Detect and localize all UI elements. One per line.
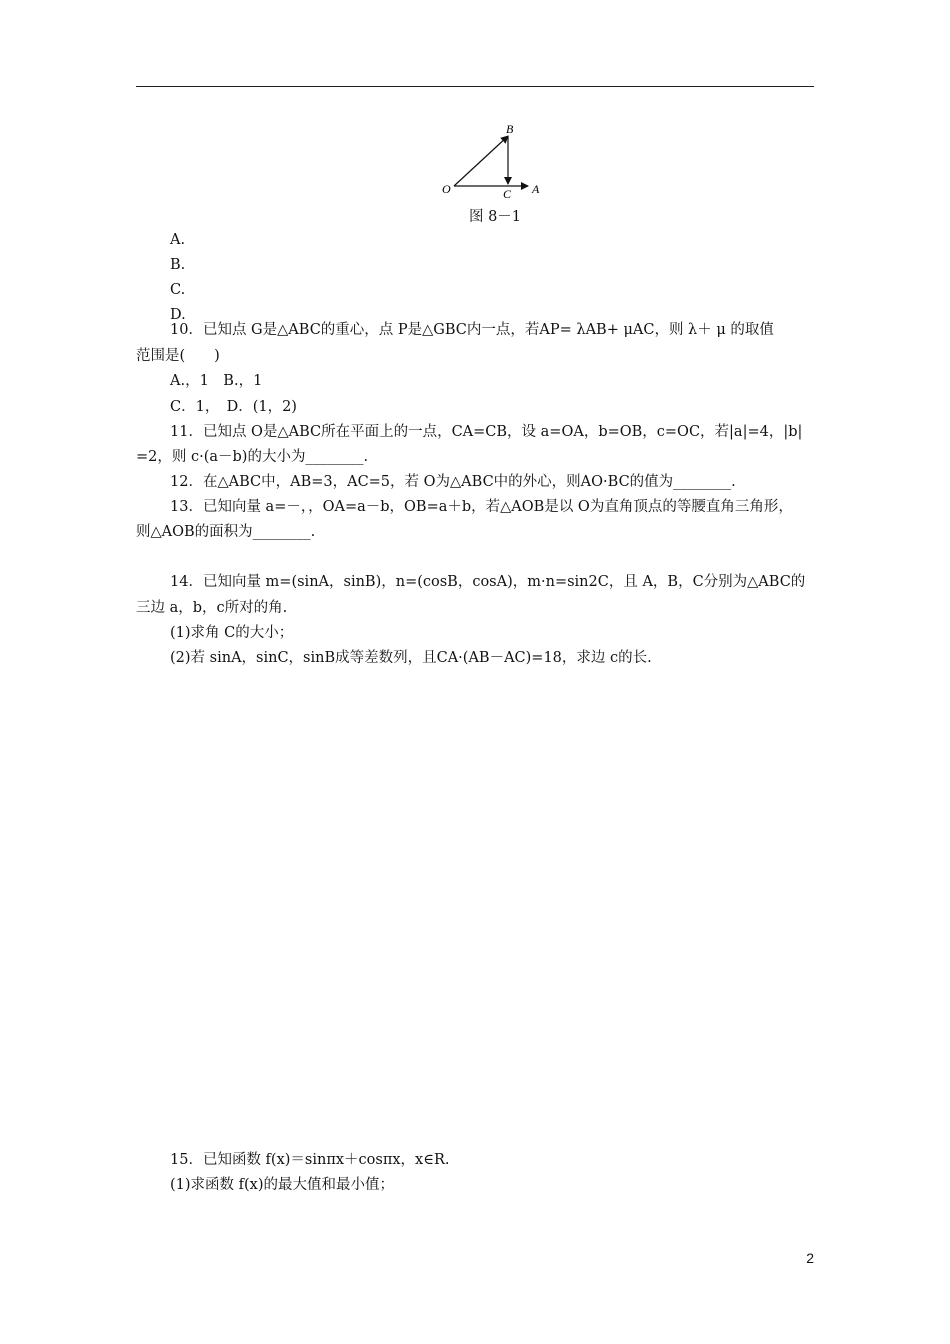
text-line: 范围是( ) [136,348,220,364]
text-line: 三边 a，b，c所对的角. [136,600,288,616]
label-b: B [506,122,514,136]
figure-caption: 图 8－1 [468,209,522,225]
label-a: A [532,182,540,196]
text-line: (1)求函数 f(x)的最大值和最小值； [170,1177,395,1193]
figure-8-1 [430,118,560,204]
q9-choice-d: D. [170,307,186,323]
vector-ob [454,136,508,186]
label-c: C [503,187,512,201]
q9-choice-a: A. [170,232,186,248]
text-line: 则△AOB的面积为________. [136,524,316,540]
text-line: 14．已知向量 m=(sinA，sinB)，n=(cosB，cosA)，m·n=sin2C，且 A，B，C分别为△ABC的 [170,574,806,590]
text-line: (2)若 sinA，sinC，sinB成等差数列，且CA·(AB－AC)=18，求边 c的长. [170,650,652,666]
text-line: 11．已知点 O是△ABC所在平面上的一点，CA=CB，设 a=OA，b=OB，c=OC，若|a|=4，|b| [170,424,803,440]
text-line: (1)求角 C的大小； [170,625,294,641]
text-line: =2，则 c·(a－b)的大小为________. [136,449,369,465]
q9-choice-c: C. [170,282,186,298]
text-line: A.，1 B.，1 [170,373,263,389]
page-number: 2 [806,1250,814,1266]
vector-diagram [430,118,560,204]
text-line: 10．已知点 G是△ABC的重心，点 P是△GBC内一点，若AP= λAB+ μAC，则 λ＋ μ 的取值 [170,322,774,338]
label-o: O [442,182,451,196]
header-rule [136,86,814,87]
text-line: 13．已知向量 a=－，，OA=a－b，OB=a＋b，若△AOB是以 O为直角顶点的等腰直角三角形， [170,499,793,515]
q9-choice-b: B. [170,257,186,273]
text-line: C．1， D．(1，2) [170,399,297,415]
text-line: 15．已知函数 f(x)＝sinπx＋cosπx，x∈R. [170,1152,450,1168]
text-line: 12．在△ABC中，AB=3，AC=5，若 O为△ABC中的外心，则AO·BC的值为________. [170,474,736,490]
